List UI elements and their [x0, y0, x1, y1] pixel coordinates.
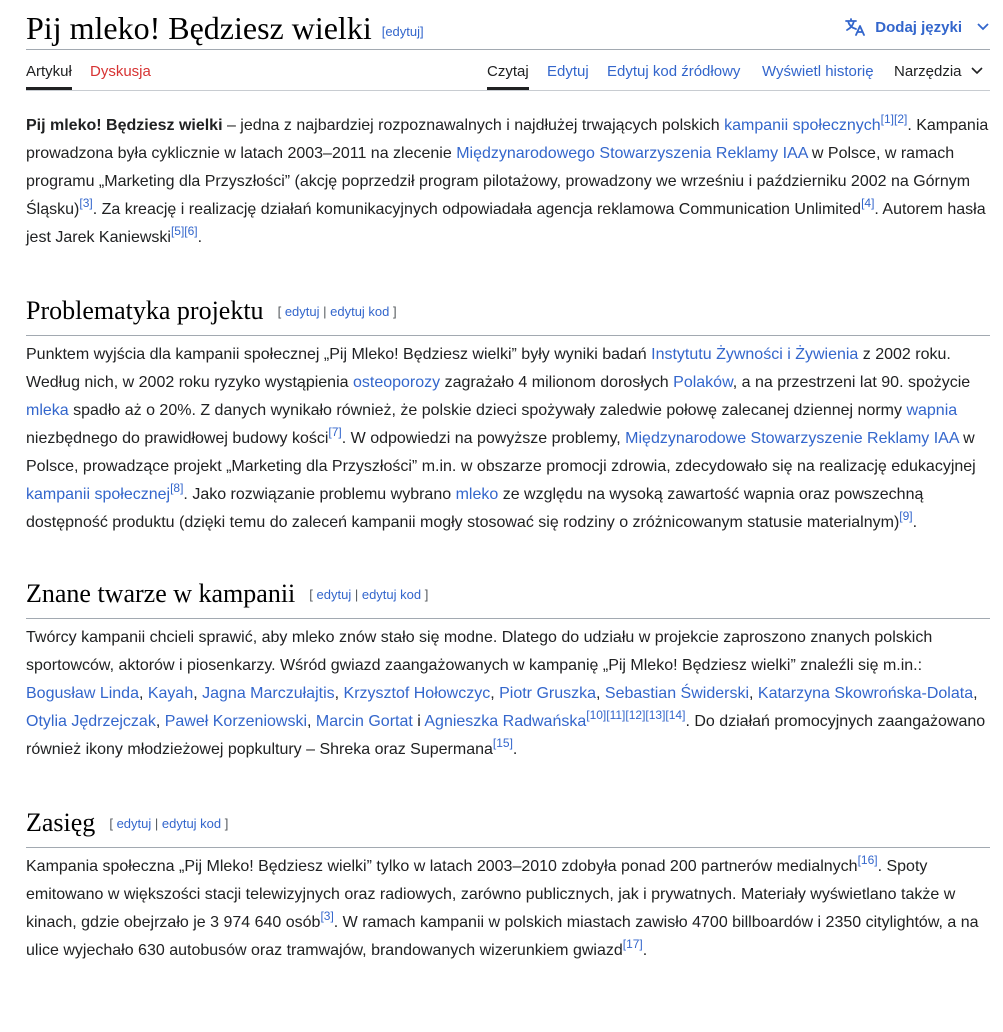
ref-13[interactable]: [13] [645, 708, 666, 722]
text: z 2002 roku. Według nich, w 2002 roku ryzyko wystąpienia [26, 346, 951, 391]
separator: | [151, 816, 162, 831]
link-polacy[interactable]: Polaków [673, 374, 733, 391]
comma: , [596, 685, 605, 702]
link-kampanie-spoleczne[interactable]: kampanii społecznych [724, 117, 881, 134]
comma: , [155, 713, 165, 730]
link-iaa[interactable]: Międzynarodowe Stowarzyszenie Reklamy IAA [625, 430, 959, 447]
add-languages-label[interactable]: Dodaj języki [875, 18, 962, 36]
text: w Polsce, w ramach programu „Marketing dla Przyszłości” (akcję poprzedził program pilotażowy, prowadzony we wrześniu i październiku 2002 na Górnym Śląsku) [26, 145, 971, 218]
comma: , [973, 685, 978, 702]
link-person[interactable]: Paweł Korzeniowski [164, 713, 307, 730]
text: . Za kreację i realizację działań komunikacyjnych odpowiadała agencja reklamowa Communication Unlimited [92, 201, 862, 218]
bracket-close: ] [424, 587, 429, 602]
text: . Spoty emitowano w większości stacji telewizyjnych oraz radiowych, zarówno publicznych, jak i prywatnych. Materiały wyświetlano także w kinach, gdzie obejrzało je 3 974 640 osób [26, 858, 956, 931]
section-heading-text: Zasięg [26, 808, 96, 837]
text: – jedna z najbardziej rozpoznawalnych i najdłużej trwających polskich [222, 117, 725, 134]
paragraph [26, 336, 990, 537]
link-mleko[interactable]: mleko [455, 486, 499, 503]
title-row [26, 0, 990, 50]
ref-16[interactable]: [16] [857, 853, 878, 867]
tools-label[interactable]: Narzędzia [894, 63, 962, 80]
text: . [912, 514, 918, 531]
text: ze względu na wysoką zawartość wapnia oraz powszechną dostępność produktu (dzięki temu do zaleceń kampanii mogły stosować się rodziny o zróżnicowanym statusie materialnym) [26, 486, 924, 531]
ref-12[interactable]: [12] [625, 708, 646, 722]
link-person[interactable]: Piotr Gruszka [499, 685, 597, 702]
text: . Autorem hasła jest Jarek Kaniewski [26, 201, 986, 246]
bracket-open: [ [277, 304, 282, 319]
ref-2[interactable]: [2] [894, 112, 908, 126]
add-languages-button[interactable] [845, 18, 990, 36]
tab-history[interactable]: Wyświetl historię [762, 63, 874, 80]
chevron-down-icon [976, 22, 990, 32]
comma: , [307, 713, 316, 730]
section-edit-links [278, 304, 397, 319]
link-wapn[interactable]: wapnia [906, 402, 958, 419]
text: . [642, 942, 648, 959]
text: Punktem wyjścia dla kampanii społecznej „Pij Mleko! Będziesz wielki” były wyniki badań [26, 346, 652, 363]
separator: | [351, 587, 362, 602]
tab-tools[interactable] [894, 50, 984, 87]
page-title-text: Pij mleko! Będziesz wielki [26, 10, 372, 46]
ref-17[interactable]: [17] [622, 937, 643, 951]
section-edit-code-link[interactable]: edytuj kod [330, 304, 390, 319]
link-izz[interactable]: Instytutu Żywności i Żywienia [651, 346, 859, 363]
text: . Jako rozwiązanie problemu wybrano [183, 486, 456, 503]
ref-3[interactable]: [3] [320, 909, 334, 923]
link-person[interactable]: Sebastian Świderski [604, 685, 749, 702]
separator: | [319, 304, 331, 319]
bracket-open: [ [309, 587, 313, 602]
ref-15[interactable]: [15] [492, 736, 513, 750]
section-edit-link[interactable]: edytuj [316, 587, 352, 602]
text: . [512, 741, 518, 758]
section-edit-links [309, 587, 428, 602]
text: , a na przestrzeni lat 90. spożycie [732, 374, 971, 391]
link-person[interactable]: Katarzyna Skowrońska-Dolata [757, 685, 974, 702]
link-person[interactable]: Otylia Jędrzejczak [26, 713, 156, 730]
text: Twórcy kampanii chcieli sprawić, aby mleko znów stało się modne. Dlatego do udziału w projekcie zaproszono znanych polskich sportowców, aktorów i piosenkarzy. Wśród gwiazd zaangażowanych w kampanię „Pij Mleko! Będziesz wielki” znaleźli się m.in.: [26, 629, 933, 674]
text: . Do działań promocyjnych zaangażowano również ikony młodzieżowej popkultury – Shreka oraz Supermana [26, 713, 986, 758]
text: w Polsce, prowadzące projekt „Marketing dla Przyszłości” m.in. w obszarze promocji zdrowia, zdecydowało się na realizację edukacyjnej [26, 430, 976, 475]
translate-icon [845, 18, 867, 36]
section-edit-code-link[interactable]: edytuj kod [161, 816, 222, 831]
comma: , [334, 685, 344, 702]
ref-14[interactable]: [14] [665, 708, 686, 722]
section-problematyka [26, 278, 990, 537]
section-heading-text: Znane twarze w kampanii [26, 579, 296, 608]
tab-edit-source[interactable]: Edytuj kod źródłowy [607, 63, 741, 80]
tab-article[interactable]: Artykuł [26, 50, 72, 90]
intro-paragraph [26, 112, 990, 252]
ref-1[interactable]: [1] [880, 112, 894, 126]
section-edit-link[interactable]: edytuj [284, 304, 320, 319]
text: niezbędnego do prawidłowej budowy kości [26, 430, 329, 447]
paragraph [26, 848, 990, 965]
link-person[interactable]: Krzysztof Hołowczyc [343, 685, 491, 702]
link-kampania-spoleczna[interactable]: kampanii społecznej [26, 486, 171, 503]
link-iaa[interactable]: Międzynarodowego Stowarzyszenia Reklamy IAA [456, 145, 808, 162]
page-title [26, 8, 424, 52]
tab-read[interactable]: Czytaj [487, 50, 529, 90]
link-person[interactable]: Kayah [147, 685, 194, 702]
intro-bold-title: Pij mleko! Będziesz wielki [26, 117, 223, 134]
article-content [26, 112, 990, 965]
paragraph [26, 619, 990, 764]
link-mleko[interactable]: mleka [26, 402, 69, 419]
title-edit-link[interactable] [382, 24, 424, 39]
text: . W ramach kampanii w polskich miastach zawisło 4700 billboardów i 2350 citylightów, a na ulice wyjechało 630 autobusów oraz tramwajów, brandowanych wizerunkiem gwiazd [26, 914, 979, 959]
conjunction: i [412, 713, 425, 730]
text: . W odpowiedzi na powyższe problemy, [341, 430, 626, 447]
ref-3[interactable]: [3] [79, 196, 93, 210]
ref-4[interactable]: [4] [861, 196, 875, 210]
ref-9[interactable]: [9] [899, 509, 913, 523]
title-edit-label[interactable]: [edytuj] [381, 24, 424, 39]
text: spadło aż o 20%. Z danych wynikało również, że polskie dzieci spożywały zaledwie połowę zalecanej dziennej normy [68, 402, 907, 419]
text: Kampania społeczna „Pij Mleko! Będziesz wielki” tylko w latach 2003–2010 zdobyła ponad 200 partnerów medialnych [26, 858, 858, 875]
tab-discussion[interactable]: Dyskusja [90, 63, 151, 80]
section-zasieg [26, 790, 990, 965]
section-edit-code-link[interactable]: edytuj kod [361, 587, 422, 602]
bracket-close: ] [393, 304, 397, 319]
text: . Kampania prowadzona była cyklicznie w latach 2003–2011 na zlecenie [26, 117, 989, 162]
comma: , [490, 685, 500, 702]
section-edit-link[interactable]: edytuj [116, 816, 152, 831]
link-person[interactable]: Marcin Gortat [315, 713, 413, 730]
section-edit-links [109, 816, 228, 831]
link-osteoporoza[interactable]: osteoporozy [352, 374, 441, 391]
section-znane-twarze [26, 561, 990, 764]
ref-11[interactable]: [11] [606, 708, 626, 722]
bracket-open: [ [109, 816, 113, 831]
ref-5[interactable]: [5] [170, 224, 185, 238]
tab-edit[interactable]: Edytuj [547, 63, 589, 80]
section-heading [26, 790, 990, 848]
section-heading [26, 278, 990, 336]
section-heading [26, 561, 990, 619]
link-person[interactable]: Bogusław Linda [26, 685, 139, 702]
comma: , [193, 685, 203, 702]
page-tabs [26, 50, 990, 91]
text: zagrażało 4 milionom dorosłych [440, 374, 674, 391]
text: . [197, 229, 203, 246]
link-person[interactable]: Agnieszka Radwańska [424, 713, 587, 730]
ref-8[interactable]: [8] [170, 481, 184, 495]
bracket-close: ] [224, 816, 229, 831]
ref-7[interactable]: [7] [328, 425, 342, 439]
link-person[interactable]: Jagna Marczułajtis [202, 685, 335, 702]
ref-6[interactable]: [6] [184, 224, 198, 238]
chevron-down-icon [970, 66, 984, 76]
comma: , [749, 685, 758, 702]
ref-10[interactable]: [10] [586, 708, 607, 722]
section-heading-text: Problematyka projektu [26, 296, 264, 325]
comma: , [138, 685, 148, 702]
